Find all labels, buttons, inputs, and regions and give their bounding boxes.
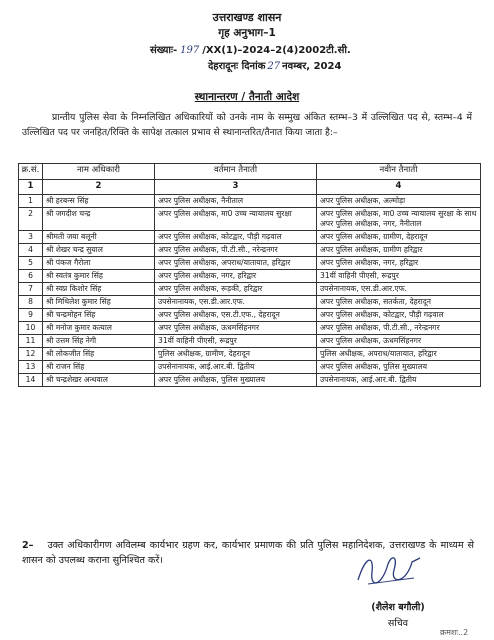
cell-name: श्री स्वतंत्र कुमार सिंह	[43, 270, 155, 283]
cell-name: श्री उत्तम सिंह नेगी	[43, 335, 155, 348]
cell-sn: 1	[19, 195, 43, 208]
header-new-posting: नवीन तैनाती	[317, 164, 481, 180]
table-row	[19, 283, 481, 296]
cell-sn: 14	[19, 374, 43, 387]
cell-sn: 4	[19, 244, 43, 257]
cell-new-posting: अपर पुलिस अधीक्षक, पुलिस मुख्यालय	[317, 361, 481, 374]
cell-current-posting: अपर पुलिस अधीक्षक, मा0 उच्च न्यायालय सुरक्षा	[155, 208, 317, 231]
cell-new-posting: 31वीं वाहिनी पीएसी, रूद्रपुर	[317, 270, 481, 283]
col-number: 3	[155, 180, 317, 195]
cell-name: श्री चन्द्रशेखर अन्थवाल	[43, 374, 155, 387]
cell-name: श्री हरबन्स सिंह	[43, 195, 155, 208]
table-row	[19, 348, 481, 361]
header-sn: क्र.सं.	[19, 164, 43, 180]
cell-current-posting: अपर पुलिस अधीक्षक, नगर, हरिद्वार	[155, 270, 317, 283]
cell-sn: 12	[19, 348, 43, 361]
cell-name: श्री मिथिलेश कुमार सिंह	[43, 296, 155, 309]
cell-new-posting: अपर पुलिस अधीक्षक, ग्रामीण, देहरादून	[317, 231, 481, 244]
ref-suffix: /XX(1)–2024–2(4)2002टी.सी.	[202, 45, 351, 56]
cell-name: श्री जगदीश चन्द्र	[43, 208, 155, 231]
cell-new-posting: उपसेनानायक, एस.डी.आर.एफ.	[317, 283, 481, 296]
cell-sn: 3	[19, 231, 43, 244]
table-row	[19, 244, 481, 257]
ref-number-handwritten: 197	[180, 45, 200, 56]
transfer-table	[18, 163, 481, 387]
signatory-name: (शैलेश बगौली)	[371, 602, 425, 613]
cell-current-posting: अपर पुलिस अधीक्षक, ऊधमसिंहनगर	[155, 322, 317, 335]
paragraph-number: 2–	[22, 540, 34, 551]
date-prefix: देहरादूनः दिनांक	[208, 61, 266, 72]
table-row	[19, 322, 481, 335]
cell-new-posting: अपर पुलिस अधीक्षक, ऊधमसिंहनगर	[317, 335, 481, 348]
continuation-note: क्रमशः..2	[440, 628, 469, 637]
cell-new-posting: अपर पुलिस अधीक्षक, अल्मोड़ा	[317, 195, 481, 208]
cell-new-posting: उपसेनानायक, आई.आर.बी. द्वितीय	[317, 374, 481, 387]
paragraph-2-text: उक्त अधिकारीगण अविलम्ब कार्यभार ग्रहण कर, कार्यभार प्रमाणक की प्रति पुलिस महानिदेशक, उत्तराखण्ड के माध्यम से शासन को उपलब्ध कराना सुनिश्चित करें।	[22, 540, 474, 566]
cell-new-posting: अपर पुलिस अधीक्षक, नगर, हरिद्वार	[317, 257, 481, 270]
intro-paragraph: प्रान्तीय पुलिस सेवा के निम्नलिखित अधिकारियों को उनके नाम के सम्मुख अंकित स्तम्भ–3 में उल्लिखित पद से, स्तम्भ–4 में उल्लिखित पद पर जनहित/रिक्ति के सापेक्ष तत्काल प्रभाव से स्थानान्तरित/तैनात किया जाता है:–	[22, 112, 472, 138]
col-number: 4	[317, 180, 481, 195]
table-header-row	[19, 164, 481, 180]
table-row	[19, 361, 481, 374]
header-current-posting: वर्तमान तैनाती	[155, 164, 317, 180]
cell-name: श्री चन्द्रमोहन सिंह	[43, 309, 155, 322]
govt-heading: उत्तराखण्ड शासन	[212, 11, 282, 24]
cell-sn: 9	[19, 309, 43, 322]
table-row	[19, 231, 481, 244]
cell-new-posting: अपर पुलिस अधीक्षक, ग्रामीण हरिद्वार	[317, 244, 481, 257]
cell-current-posting: अपर पुलिस अधीक्षक, अपराध/यातायात, हरिद्वार	[155, 257, 317, 270]
section-heading: गृह अनुभाग–1	[218, 27, 276, 39]
cell-current-posting: पुलिस अधीक्षक, ग्रामीण, देहरादून	[155, 348, 317, 361]
cell-current-posting: अपर पुलिस अधीक्षक, एस.टी.एफ., देहरादून	[155, 309, 317, 322]
date-suffix: नवम्बर, 2024	[282, 61, 342, 72]
signatory-designation: सचिव	[387, 618, 409, 629]
table-row	[19, 257, 481, 270]
cell-current-posting: उपसेनानायक, एस.डी.आर.एफ.	[155, 296, 317, 309]
cell-current-posting: अपर पुलिस अधीक्षक, पुलिस मुख्यालय	[155, 374, 317, 387]
cell-name: श्री राजन सिंह	[43, 361, 155, 374]
table-row	[19, 270, 481, 283]
cell-new-posting: अपर पुलिस अधीक्षक, सतर्कता, देहरादून	[317, 296, 481, 309]
cell-current-posting: अपर पुलिस अधीक्षक, कोटद्वार, पौड़ी गढ़वाल	[155, 231, 317, 244]
order-date	[208, 58, 341, 72]
table-row	[19, 208, 481, 231]
table-row	[19, 195, 481, 208]
column-number-row	[19, 180, 481, 195]
cell-new-posting: अपर पुलिस अधीक्षक, पी.टी.सी., नरेन्द्रनगर	[317, 322, 481, 335]
ref-prefix: संख्याः-	[150, 45, 178, 56]
cell-current-posting: अपर पुलिस अधीक्षक, रूड़की, हरिद्वार	[155, 283, 317, 296]
cell-new-posting: पुलिस अधीक्षक, अपराध/यातायात, हरिद्वार	[317, 348, 481, 361]
cell-sn: 2	[19, 208, 43, 231]
reference-number	[150, 42, 351, 56]
cell-sn: 8	[19, 296, 43, 309]
col-number: 1	[19, 180, 43, 195]
signature-scribble	[348, 550, 428, 590]
cell-sn: 13	[19, 361, 43, 374]
table-row	[19, 335, 481, 348]
cell-name: श्री शेखर चन्द्र सुयाल	[43, 244, 155, 257]
table-row	[19, 309, 481, 322]
cell-name: श्री लोकजीत सिंह	[43, 348, 155, 361]
cell-name: श्री स्वप्न किशोर सिंह	[43, 283, 155, 296]
order-title: स्थानान्तरण / तैनाती आदेश	[194, 91, 300, 103]
header-name: नाम अधिकारी	[43, 164, 155, 180]
cell-current-posting: अपर पुलिस अधीक्षक, नैनीताल	[155, 195, 317, 208]
cell-name: श्रीमती जया बलूनी	[43, 231, 155, 244]
date-day-handwritten: 27	[267, 61, 281, 72]
cell-current-posting: अपर पुलिस अधीक्षक, पी.टी.सी., नरेन्द्रनगर	[155, 244, 317, 257]
cell-new-posting: अपर पुलिस अधीक्षक, कोटद्वार, पौड़ी गढ़वाल	[317, 309, 481, 322]
cell-sn: 5	[19, 257, 43, 270]
table-row	[19, 296, 481, 309]
table-row	[19, 374, 481, 387]
cell-sn: 7	[19, 283, 43, 296]
cell-name: श्री पंकज गैरोला	[43, 257, 155, 270]
cell-sn: 11	[19, 335, 43, 348]
cell-sn: 10	[19, 322, 43, 335]
cell-sn: 6	[19, 270, 43, 283]
cell-current-posting: उपसेनानायक, आई.आर.बी. द्वितीय	[155, 361, 317, 374]
col-number: 2	[43, 180, 155, 195]
cell-new-posting: अपर पुलिस अधीक्षक, मा0 उच्च न्यायालय सुरक्षा के साथ अपर पुलिस अधीक्षक, नगर, नैनीताल	[317, 208, 481, 231]
cell-name: श्री मनोज कुमार कत्याल	[43, 322, 155, 335]
cell-current-posting: 31वीं वाहिनी पीएसी, रूद्रपुर	[155, 335, 317, 348]
